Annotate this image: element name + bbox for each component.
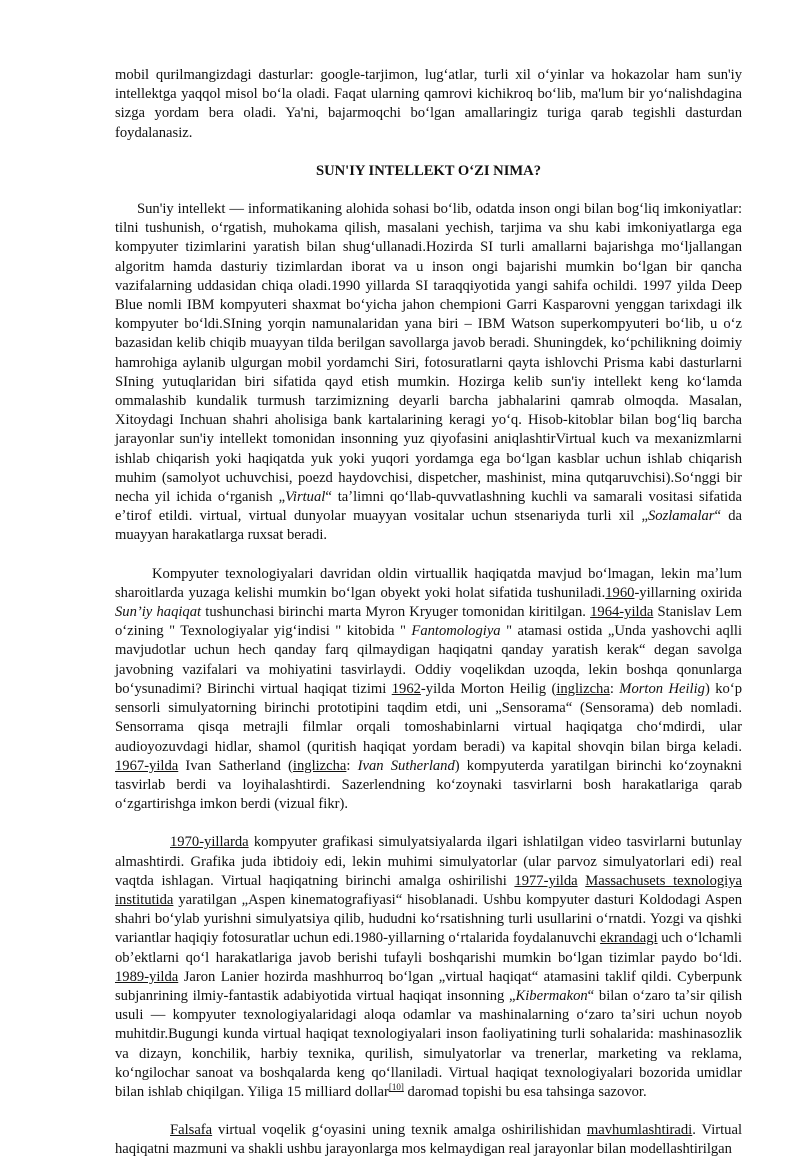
paragraph-philosophy — [115, 1121, 742, 1159]
text-run: daromad topishi bu esa tahsinga sazovor. — [403, 1083, 647, 1100]
section-heading: SUN'IY INTELLEKT OʻZI NIMA? — [315, 162, 542, 179]
text-run: Stanislav Lem oʻzining " Texnologiyalar yigʻindisi " kitobida " — [115, 604, 742, 640]
text-run: : — [609, 680, 620, 697]
italic-term: Morton Heilig — [619, 680, 705, 697]
link-falsafa[interactable]: Falsafa — [170, 1122, 213, 1139]
paragraph-intro: mobil qurilmangizdagi dasturlar: google-tarjimon, lugʻatlar, turli xil oʻyinlar va hokazolar ham sun'iy intellektga yaqqol misol boʻla oladi. Faqat ularning qamrovi kichikroq boʻlib, ma'lum bir yoʻnalishdagina sizga yordam bera oladi. Ya'ni, bajarmoqchi boʻlgan amallaringiz turiga qarab tegishli dasturdan foydalanasiz. — [115, 67, 742, 141]
italic-term: Sozlamalar — [647, 508, 715, 525]
link-1989[interactable]: 1989-yilda — [115, 968, 179, 985]
link-1960[interactable]: 1960 — [605, 584, 635, 601]
text-run: Kompyuter texnologiyalari davridan oldin virtuallik haqiqatda mavjud boʻlmagan, lekin maʼlum sharoitlarda yuzaga kelishi mumkin boʻlgan obyekt yoki holat sifatida tushuniladi. — [115, 565, 742, 601]
text-run: ) koʻp sensorli simulyatorning birinchi prototipini taqdim etdi, uni „Sensorama“ (Sensorama) deb nomladi. Sensorrama qisqa metrajli filmlar orqali tomoshabinlarni virtual haqiqatga choʻmdirdi, ular audioyozuvdagi hidlar, shamol (quritish haqiqat yordam beradi) va kapital shovqin bilan birga keladi. — [115, 680, 742, 755]
text-run: . Virtual haqiqatni mazmuni va shakli ushbu jarayonlarga mos kelmaydigan real jarayonlar bilan modellashtirilgan — [115, 1122, 742, 1158]
text-run: kompyuter grafikasi simulyatsiyalarda ilgari ishlatilgan video tasvirlarni butunlay almashtirdi. Grafika juda ibtidoiy edi, lekin muhimi simulyatorlar (ular parvoz simulyatorlari edi) real vaqtda ishlagan. Virtual haqiqatning birinchi amalga oshirilishi — [115, 834, 742, 889]
link-ekran[interactable]: ekrandagi — [600, 930, 658, 947]
paragraph-ai-definition — [115, 200, 742, 546]
text-run: virtual voqelik gʻoyasini uning texnik amalga oshirilishidan — [212, 1122, 587, 1139]
text-run: Sun'iy intellekt — informatikaning alohida sohasi boʻlib, odatda inson ongi bilan bogʻliq imkoniyatlar: tilni tushunish, oʻrgatish, muhokama qilish, masalani yechish, tarjima va shu kabi imkoniyatlarga ega kompyuter tizimlarini yaratish bilan shugʻullanadi.Hozirda SI turli amallarni bajarishga moʻljallangan algoritm hamda dasturiy tizimlardan iborat va u inson ongi bajarishi mumkin boʻlgan bir qancha vazifalarning uddasidan chiqa oladi.1990 yillarda SI taraqqiyotida yangi sahifa ochildi. 1997 yilda Deep Blue nomli IBM kompyuteri shaxmat boʻyicha jahon chempioni Garri Kasparovni yenggan tarixdagi ilk kompyuter boʻldi.SIning yorqin namunalaridan yana biri – IBM Watson superkompyuteri boʻlib, u oʻz bazasidan kelib chiqib muayyan tilda berilgan savollarga javob beradi. Shuningdek, koʻpchilikning doimiy hamrohiga aylanib ulgurgan mobil yordamchi Siri, fotosuratlarni qayta ishlovchi Prisma kabi dasturlarni SIning yutuqlaridan biri sifatida qayd etish mumkin. Hozirga kelib sun'iy intellekt keng koʻlamda ommalashib kundalik turmush tarzimizning deyarli barcha jabhalarini qamrab olmoqda. Masalan, Xitoydagi Inchuan shahri aholisiga bank kartalarining keragi yoʻq. Hisob-kitoblar bilan bogʻliq barcha jarayonlar sun'iy intellekt tomonidan insonning yuz qiyofasini aniqlashtirVirtual kuch va mexanizmlarni ishlab chiqarish yoki haqiqatda yuk yoki yuqori yordamga ega boʻlgan kasblar uchun ishlab chiqarish muhim (samolyot uchuvchisi, poezd haydovchisi, dispetcher, mashinist, mina qutqaruvchisi).Soʻnggi bir necha yil ichida oʻrganish „ — [115, 201, 742, 506]
link-mavhum[interactable]: mavhumlashtiradi — [586, 1122, 693, 1139]
text-run: -yillarning oxirida — [634, 584, 742, 601]
link-1977[interactable]: 1977-yilda — [514, 872, 578, 889]
link-1964[interactable]: 1964-yilda — [590, 604, 654, 621]
paragraph-virtual-history — [115, 565, 742, 815]
italic-term: Sun’iy haqiqat — [115, 604, 202, 621]
text-run: “ da muayyan harakatlarga ruxsat beradi. — [115, 508, 742, 544]
text-run: Ivan Satherland ( — [178, 757, 293, 774]
text-run: Jaron Lanier hozirda mashhurroq boʻlgan „virtual haqiqat“ atamasini taklif qildi. Cyberpunk subjanrining ilmiy-fantastik adabiyotida virtual haqiqat insonning „ — [115, 968, 742, 1004]
link-1962[interactable]: 1962 — [391, 680, 421, 697]
italic-term: Fantomologiya — [411, 623, 501, 640]
text-run: “ bilan oʻzaro taʼsir qilish usuli — kompyuter texnologiyalaridagi aloqa odamlar va mashinalarning oʻzaro taʼsiri uchun noyob muhitdir.Bugungi kunda virtual haqiqat texnologiyalari inson faoliyatining turli sohalarida: mashinasozlik va dizayn, konchilik, harbiy texnika, qurilish, simulyatorlar va trenerlar, marketing va reklama, koʻngilochar sanoat va boshqalarda keng qoʻllaniladi. Virtual haqiqat texnologiyalari bozorida umidlar bilan ishlab chiqilgan. Yiliga 15 milliard dollar — [115, 987, 742, 1100]
link-mit[interactable]: Massachusets texnologiya institutida — [115, 872, 742, 908]
italic-term: Ivan Sutherland — [357, 757, 455, 774]
text-run: " atamasi ostida „Unda yashovchi aqlli mavjudotlar uchun hech qanday farq qilmaydigan haqiqatni qanday yaratish kerak“ degan savolga javobning vazifalari va mohiyatini tasvirlaydi. Oddiy voqelikdan uzoqda, lekin boshqa qonunlarga boʻysunadimi? Birinchi virtual haqiqat tizimi — [115, 623, 742, 697]
paragraph-computer-graphics — [115, 833, 742, 1102]
text-run: ) kompyuterda yaratilgan birinchi koʻzoynakni tasvirlab berdi va loyihalashtirdi. Sazerlendning koʻzoynaki tasvirlarni bosh harakatlariga qarab oʻzgartirishga imkon berdi (vizual fikr). — [115, 757, 742, 813]
text-run: tushunchasi birinchi marta Myron Kryuger tomonidan kiritilgan. — [201, 604, 591, 621]
italic-term: Virtual — [285, 489, 326, 506]
link-inglizcha[interactable]: inglizcha — [292, 757, 347, 774]
text-run: -yilda Morton Heilig ( — [420, 680, 557, 697]
text-run: uch oʻlchamli obʼektlarni qoʻl harakatlariga javob berishi tufayli boshqarishi mumkin boʻlgan tizimlar paydo boʻldi. — [115, 930, 742, 966]
link-inglizcha[interactable]: inglizcha — [556, 680, 610, 697]
text-run: “ taʼlimni qoʻllab-quvvatlashning kuchli va samarali vositasi sifatida eʼtirof etildi. virtual, virtual dunyolar muayyan vositalar uchun stsenariyda turli xil „ — [115, 489, 742, 525]
footnote-ref[interactable]: [10] — [388, 1082, 404, 1093]
italic-term: Kibermakon — [515, 987, 588, 1004]
text-run: : — [346, 757, 358, 774]
text-run: yaratilgan „Aspen kinematografiyasi“ hisoblanadi. Ushbu kompyuter dasturi Koldodagi Aspen shahri boʻylab yurishni simulyatsiya qilib, hududni koʻrsatishning turli usullarini oʻrnatdi. Yozgi va qishki variantlar haqiqiy fotosuratlar uchun edi.1980-yillarning oʻrtalarida foydalanuvchi — [115, 891, 742, 947]
link-1970[interactable]: 1970-yillarda — [170, 834, 249, 851]
link-1967[interactable]: 1967-yilda — [115, 757, 179, 774]
